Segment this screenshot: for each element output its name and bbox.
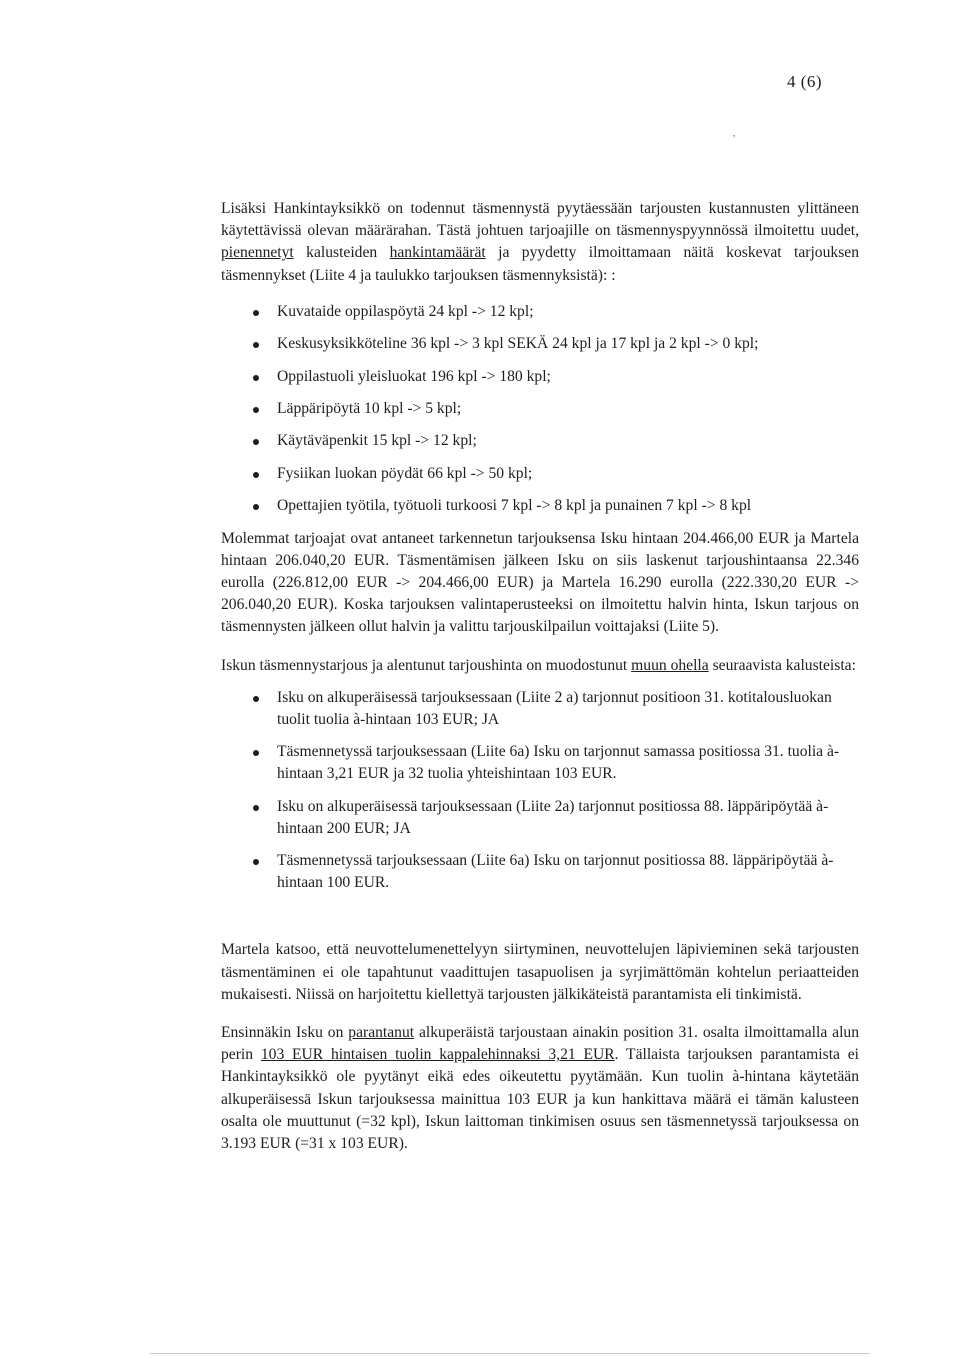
list-item: Isku on alkuperäisessä tarjouksessaan (Liite 2a) tarjonnut positiossa 88. läppäripöytää à-hintaan 200 EUR; JA: [221, 796, 859, 840]
intro-paragraph: [221, 198, 859, 287]
final-underlined-2: 103 EUR hintaisen tuolin kappalehinnaksi 3,21 EUR: [260, 1046, 615, 1064]
list-item: Läppäripöytä 10 kpl -> 5 kpl;: [221, 398, 859, 420]
scan-speck: ,: [733, 128, 736, 139]
list-item: Täsmennetyssä tarjouksessaan (Liite 6a) Isku on tarjonnut positiossa 88. läppäripöytää à-hintaan 100 EUR.: [221, 850, 859, 894]
isku-items-list: [221, 687, 859, 895]
isku-intro-text-1: Iskun täsmennystarjous ja alentunut tarjoushinta on muodostunut: [221, 656, 632, 674]
list-item: Käytäväpenkit 15 kpl -> 12 kpl;: [221, 430, 859, 452]
final-text-2: alkuperäistä tarjoustaan ainakin position 31. osalta ilmoittamalla alun perin: [221, 1024, 859, 1064]
quantity-changes-list: [221, 301, 859, 518]
isku-intro-text-2: seuraavista kalusteista:: [708, 656, 856, 674]
list-item: Fysiikan luokan pöydät 66 kpl -> 50 kpl;: [221, 463, 859, 485]
intro-text-1: Lisäksi Hankintayksikkö on todennut täsmennystä pyytäessään tarjousten kustannusten ylittäneen käytettävissä olevan määrärahan. Tästä johtuen tarjoajille on täsmennyspyynnössä ilmoitettu uudet,: [221, 200, 859, 240]
final-text-3: . Tällaista tarjouksen parantamista ei Hankintayksikkö ole pyytänyt eikä edes oikeutettu pyytämään. Kun tuolin à-hintana käytetään alkuperäisessä Iskun tarjouksessa mainittua 103 EUR ja kun hankittava määrä ei tämän kalusteen osalta ole muuttunut (=32 kpl), Iskun laittoman tinkimisen osuus sen täsmennetyssä tarjouksessa on 3.193 EUR (=31 x 103 EUR).: [221, 1046, 859, 1153]
intro-underlined-1: pienennetyt: [221, 244, 294, 262]
list-item: Oppilastuoli yleisluokat 196 kpl -> 180 kpl;: [221, 366, 859, 388]
list-item: Keskusyksikköteline 36 kpl -> 3 kpl SEKÄ 24 kpl ja 17 kpl ja 2 kpl -> 0 kpl;: [221, 333, 859, 355]
intro-text-2: kalusteiden: [293, 244, 390, 262]
scan-bottom-line: [150, 1353, 870, 1354]
martela-paragraph: Martela katsoo, että neuvottelumenettelyyn siirtyminen, neuvottelujen läpivieminen sekä tarjousten täsmentäminen ei ole tapahtunut vaadittujen tasapuolisen ja syrjimättömän kohtelun periaatteiden mukaisesti. Niissä on harjoitettu kiellettyä tarjousten jälkikäteistä parantamista eli tinkimistä.: [221, 941, 859, 1003]
isku-intro-underlined: muun ohella: [631, 656, 709, 674]
offers-paragraph: Molemmat tarjoajat ovat antaneet tarkennetun tarjouksensa Isku hintaan 204.466,00 EUR ja Martela hintaan 206.040,20 EUR. Täsmentämisen jälkeen Isku on siis laskenut tarjoushintaansa 22.346 eurolla (226.812,00 EUR -> 204.466,00 EUR) ja Martela 16.290 eurolla (222.330,20 EUR -> 206.040,20 EUR). Koska tarjouksen valintaperusteeksi on ilmoitettu halvin hinta, Iskun tarjous on täsmennysten jälkeen ollut halvin ja valittu tarjouskilpailun voittajaksi (Liite 5).: [221, 529, 859, 636]
list-item: Opettajien työtila, työtuoli turkoosi 7 kpl -> 8 kpl ja punainen 7 kpl -> 8 kpl: [221, 495, 859, 517]
list-item: Täsmennetyssä tarjouksessaan (Liite 6a) Isku on tarjonnut samassa positiossa 31. tuolia à-hintaan 3,21 EUR ja 32 tuolia yhteishintaan 103 EUR.: [221, 741, 859, 785]
document-body: [221, 198, 859, 1155]
isku-intro-paragraph: [221, 655, 859, 677]
intro-text-3: ja pyydetty ilmoittamaan näitä koskevat tarjouksen täsmennykset (Liite 4 ja taulukko tarjouksen täsmennyksistä): :: [221, 244, 859, 284]
final-underlined-1: parantanut: [348, 1024, 415, 1041]
list-item: Isku on alkuperäisessä tarjouksessaan (Liite 2 a) tarjonnut positioon 31. kotitalousluokan tuolit tuolia à-hintaan 103 EUR; JA: [221, 687, 859, 731]
final-text-1: Ensinnäkin Isku on: [221, 1024, 349, 1041]
intro-underlined-2: hankintamäärät: [389, 244, 486, 262]
list-item: Kuvataide oppilaspöytä 24 kpl -> 12 kpl;: [221, 301, 859, 323]
final-paragraph: [221, 1022, 859, 1155]
page-number: 4 (6): [787, 72, 823, 91]
